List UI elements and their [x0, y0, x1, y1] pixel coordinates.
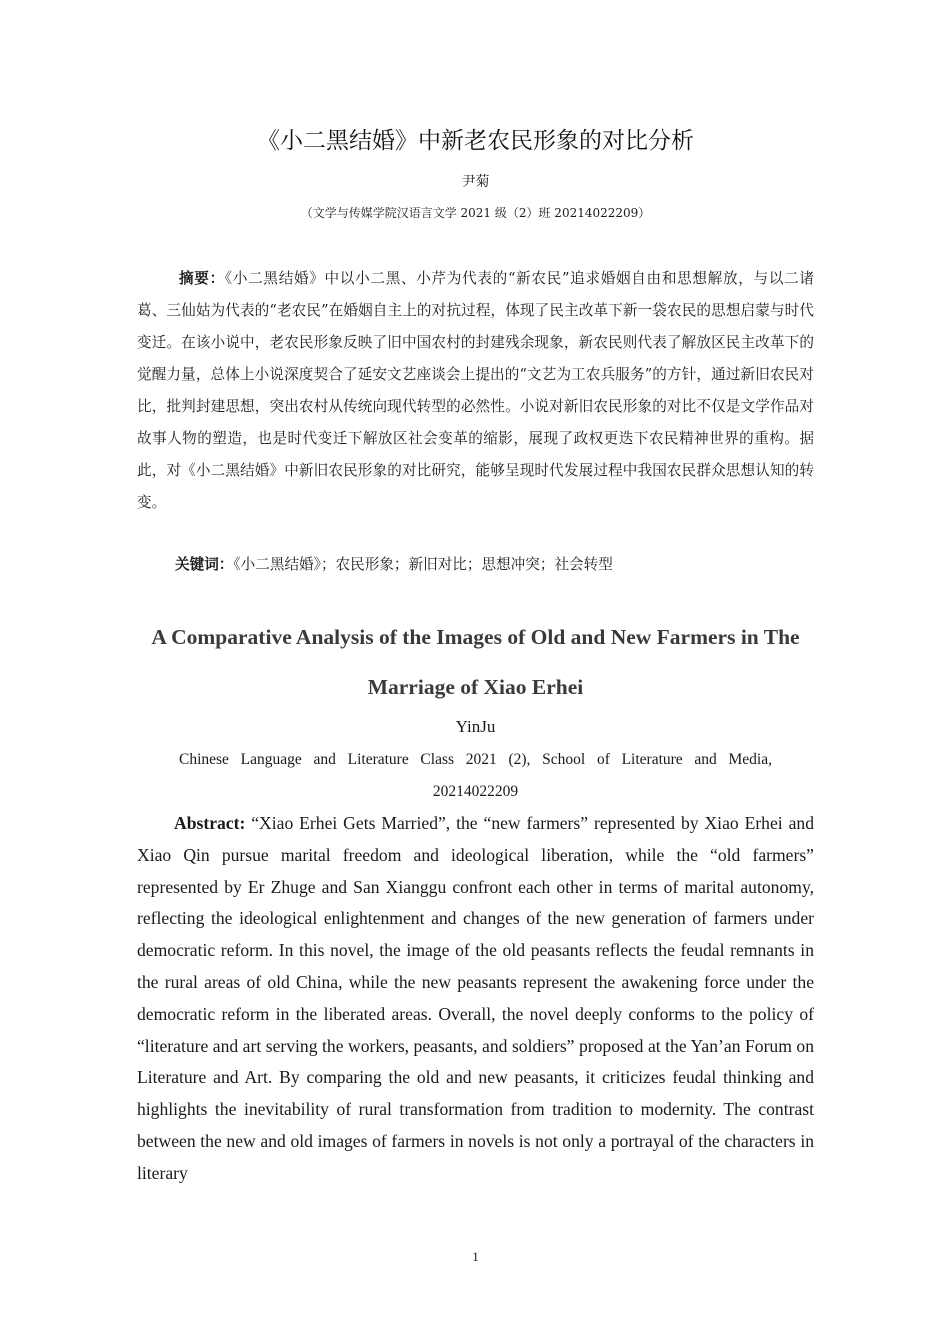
- paper-page: [137, 0, 814, 1344]
- chinese-affiliation: （文学与传媒学院汉语言文学 2021 级（2）班 20214022209）: [300, 206, 651, 220]
- chinese-keywords-label: 关键词：: [175, 556, 234, 573]
- page-number: 1: [472, 1249, 479, 1264]
- chinese-keywords-text: 《小二黑结婚》；农民形象；新旧对比；思想冲突；社会转型: [233, 556, 613, 573]
- chinese-abstract-label: 摘要：: [179, 270, 225, 287]
- english-abstract: [137, 808, 814, 1190]
- english-abstract-text: “Xiao Erhei Gets Married”, the “new farmers” represented by Xiao Erhei and Xiao Qin pursue marital freedom and ideological liberation, while the “old farmers” represented by Er Zhuge and San Xianggu confront each other in terms of marital autonomy, reflecting the ideological enlightenment and changes of the new generation of farmers under democratic reform. In this novel, the image of the old peasants reflects the feudal remnants in the rural areas of old China, while the new peasants represent the awakening force under the democratic reform in the liberated areas. Overall, the novel deeply conforms to the policy of “literature and art serving the workers, peasants, and soldiers” proposed at the Yan’an Forum on Literature and Art. By comparing the old and new peasants, it criticizes feudal thinking and highlights the inevitability of rural transformation from tradition to modernity. The contrast between the new and old images of farmers in novels is not only a portrayal of the characters in literary: [137, 813, 814, 1183]
- chinese-abstract: [137, 263, 814, 519]
- english-title: A Comparative Analysis of the Images of Old and New Farmers in The Marriage of Xiao Erhei: [151, 625, 800, 699]
- chinese-title: 《小二黑结婚》中新老农民形象的对比分析: [257, 128, 694, 154]
- english-affiliation: Chinese Language and Literature Class 2021 (2), School of Literature and Media, 20214022209: [179, 751, 772, 800]
- chinese-abstract-text: 《小二黑结婚》中以小二黑、小芹为代表的“新农民”追求婚姻自由和思想解放，与以二诸葛、三仙姑为代表的“老农民”在婚姻自主上的对抗过程，体现了民主改革下新一袋农民的思想启蒙与时代变迁。在该小说中，老农民形象反映了旧中国农村的封建残余现象，新农民则代表了解放区民主改革下的觉醒力量，总体上小说深度契合了延安文艺座谈会上提出的“文艺为工农兵服务”的方针，通过新旧农民对比，批判封建思想，突出农村从传统向现代转型的必然性。小说对新旧农民形象的对比不仅是文学作品对故事人物的塑造，也是时代变迁下解放区社会变革的缩影，展现了政权更迭下农民精神世界的重构。据此，对《小二黑结婚》中新旧农民形象的对比研究，能够呈现时代发展过程中我国农民群众思想认知的转变。: [137, 270, 814, 511]
- chinese-keywords: [137, 549, 814, 581]
- english-abstract-label: Abstract:: [174, 813, 246, 833]
- english-author: YinJu: [455, 717, 496, 736]
- chinese-author: 尹菊: [461, 174, 490, 190]
